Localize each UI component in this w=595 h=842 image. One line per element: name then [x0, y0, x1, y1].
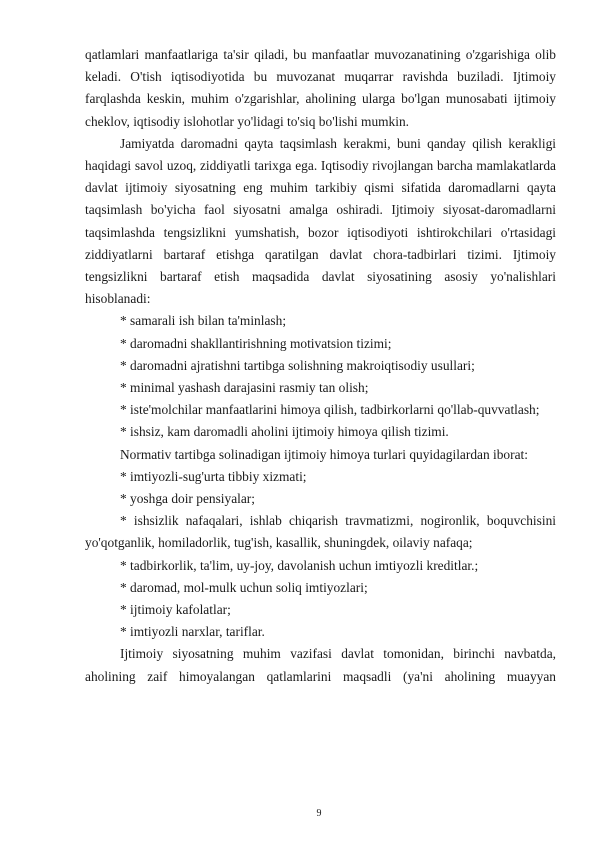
paragraph: qatlamlari manfaatlariga ta'sir qiladi, bu manfaatlar muvozanatining o'zgarishiga olib keladi. O'tish iqtisodiyotida bu muvozanat muqarrar ravishda buziladi. Ijtimoiy farqlashda keskin, muhim o'zgarishlar, aholining ularga bo'lgan munosabati ijtimoiy cheklov, iqtisodiy islohotlar yo'lidagi to'siq bo'lishi mumkin.: [85, 47, 556, 129]
list-item: * imtiyozli narxlar, tariflar.: [120, 624, 265, 640]
list-item: * daromadni shakllantirishning motivatsion tizimi;: [120, 335, 392, 351]
list-item: * imtiyozli-sug'urta tibbiy xizmati;: [120, 468, 307, 484]
list-item: * samarali ish bilan ta'minlash;: [120, 313, 287, 329]
paragraph: Jamiyatda daromadni qayta taqsimlash kerakmi, buni qanday qilish kerakligi haqidagi savol uzoq, ziddiyatli tarixga ega. Iqtisodiy rivojlangan barcha mamlakatlarda davlat ijtimoiy siyosatning eng muhim tarkibiy qismi sifatida daromadlarni qayta taqsimlash bo'yicha faol siyosatni amalga oshiradi. Ijtimoiy siyosat-daromadlarni taqsimlashda tengsizlikni yumshatish, bozor iqtisodiyoti ishtirokchilari o'rtasidagi ziddiyatlarni bartaraf etishga qaratilgan davlat chora-tadbirlari tizimi. Ijtimoiy tengsizlikni bartaraf etish maqsadida davlat siyosatining asosiy yo'nalishlari hisoblanadi:: [85, 135, 556, 307]
list-item: * daromadni ajratishni tartibga solishning makroiqtisodiy usullari;: [120, 357, 475, 373]
list-item: * iste'molchilar manfaatlarini himoya qilish, tadbirkorlarni qo'llab-quvvatlash;: [120, 402, 540, 418]
list-item: * yoshga doir pensiyalar;: [120, 491, 255, 507]
paragraph: Ijtimoiy siyosatning muhim vazifasi davlat tomonidan, birinchi navbatda, aholining zaif himoyalangan qatlamlarini maqsadli (ya'ni aholining muayyan: [85, 646, 556, 684]
list-item: * daromad, mol-mulk uchun soliq imtiyozlari;: [120, 579, 368, 595]
document-body: [85, 44, 556, 688]
paragraph: Normativ tartibga solinadigan ijtimoiy himoya turlari quyidagilardan iborat:: [120, 446, 528, 462]
list-item: * tadbirkorlik, ta'lim, uy-joy, davolanish uchun imtiyozli kreditlar.;: [120, 557, 479, 573]
list-item: * minimal yashash darajasini rasmiy tan olish;: [120, 380, 369, 396]
list-item: * ishsiz, kam daromadli aholini ijtimoiy himoya qilish tizimi.: [120, 424, 449, 440]
page-number: 9: [316, 808, 322, 819]
list-item: * ijtimoiy kafolatlar;: [120, 602, 231, 618]
list-item: * ishsizlik nafaqalari, ishlab chiqarish travmatizmi, nogironlik, boquvchisini yo'qotganlik, homiladorlik, tug'ish, kasallik, shuningdek, oilaviy nafaqa;: [85, 513, 556, 551]
